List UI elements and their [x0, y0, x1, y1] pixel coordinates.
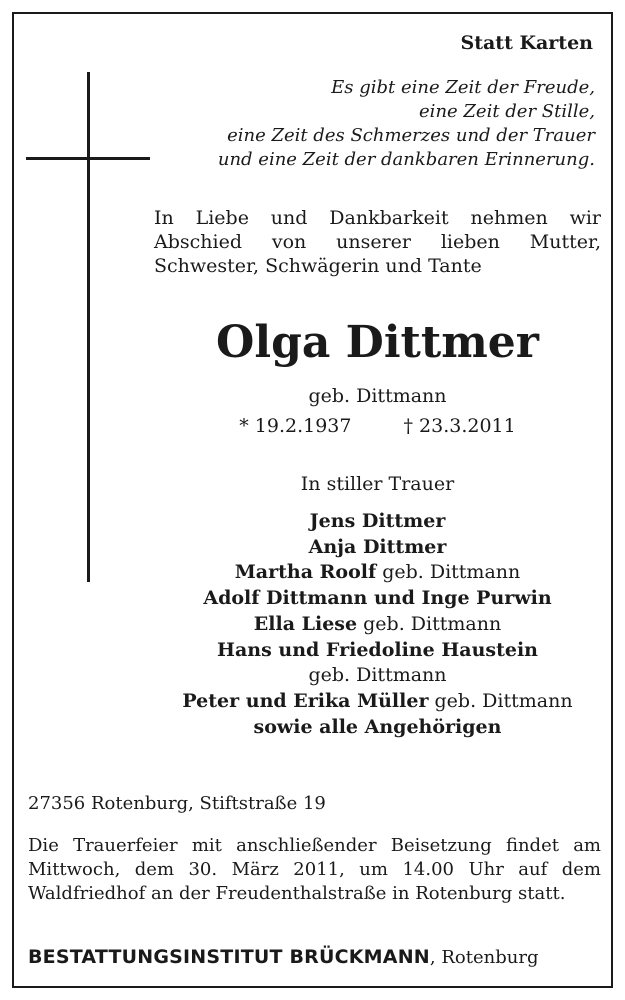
mourner-line — [154, 560, 601, 586]
service-line: Mittwoch, dem 30. März 2011, um 14.00 Uhr auf dem — [28, 859, 601, 880]
mourner-line — [154, 715, 601, 741]
poem-line: und eine Zeit der dankbaren Erinnerung. — [217, 149, 595, 170]
mourner-note: geb. Dittmann — [308, 664, 447, 687]
mourner-name: Hans und Friedoline Haustein — [217, 638, 538, 661]
mourner-name: Peter und Erika Müller — [182, 689, 429, 712]
mourner-note: geb. Dittmann — [376, 561, 521, 584]
mourner-note: geb. Dittmann — [428, 689, 573, 712]
mourner-name: Ella Liese — [253, 612, 358, 635]
mourner-note: geb. Dittmann — [357, 612, 502, 635]
mourner-line — [154, 586, 601, 612]
service-info — [28, 834, 601, 906]
mourner-line — [154, 509, 601, 535]
mourner-line — [154, 612, 601, 638]
mourner-line — [154, 663, 601, 689]
mourners-list — [154, 509, 601, 740]
poem — [218, 76, 595, 172]
mourner-name: Anja Dittmer — [308, 535, 447, 558]
mourner-name: Adolf Dittmann und Inge Purwin — [203, 587, 552, 610]
mourner-line — [154, 638, 601, 664]
funeral-home-name: BESTATTUNGSINSTITUT BRÜCKMANN — [28, 946, 430, 968]
life-dates — [154, 414, 601, 438]
mourner-name: Martha Roolf — [234, 561, 377, 584]
cross-icon-vertical — [87, 72, 90, 582]
deceased-name: Olga Dittmer — [216, 317, 539, 368]
born-name: geb. Dittmann — [308, 385, 447, 407]
service-line: Waldfriedhof an der Freudenthalstraße in Rotenburg statt. — [28, 883, 566, 904]
intro-text: In Liebe und Dankbarkeit nehmen wir Abschied von unserer lieben Mutter, Schwester, Schwägerin und Tante — [154, 207, 601, 277]
service-line: Die Trauerfeier mit anschließender Beisetzung findet am — [28, 835, 601, 856]
mourner-line — [154, 689, 601, 715]
mourner-name: sowie alle Angehörigen — [253, 715, 502, 738]
funeral-home-location: , Rotenburg — [429, 947, 539, 968]
in-stiller-trauer: In stiller Trauer — [300, 473, 455, 495]
statt-karten-label: Statt Karten — [460, 32, 593, 54]
mourner-name: Jens Dittmer — [309, 510, 446, 532]
birth-date: * 19.2.1937 — [239, 415, 352, 437]
poem-line: eine Zeit des Schmerzes und der Trauer — [227, 125, 595, 146]
funeral-home — [28, 946, 538, 968]
poem-line: Es gibt eine Zeit der Freude, — [331, 77, 595, 98]
mourner-line — [154, 535, 601, 561]
obituary-notice — [12, 12, 613, 988]
cross-icon-horizontal — [26, 157, 150, 160]
poem-line: eine Zeit der Stille, — [419, 101, 595, 122]
death-date: † 23.3.2011 — [403, 415, 516, 437]
address: 27356 Rotenburg, Stiftstraße 19 — [28, 793, 326, 814]
